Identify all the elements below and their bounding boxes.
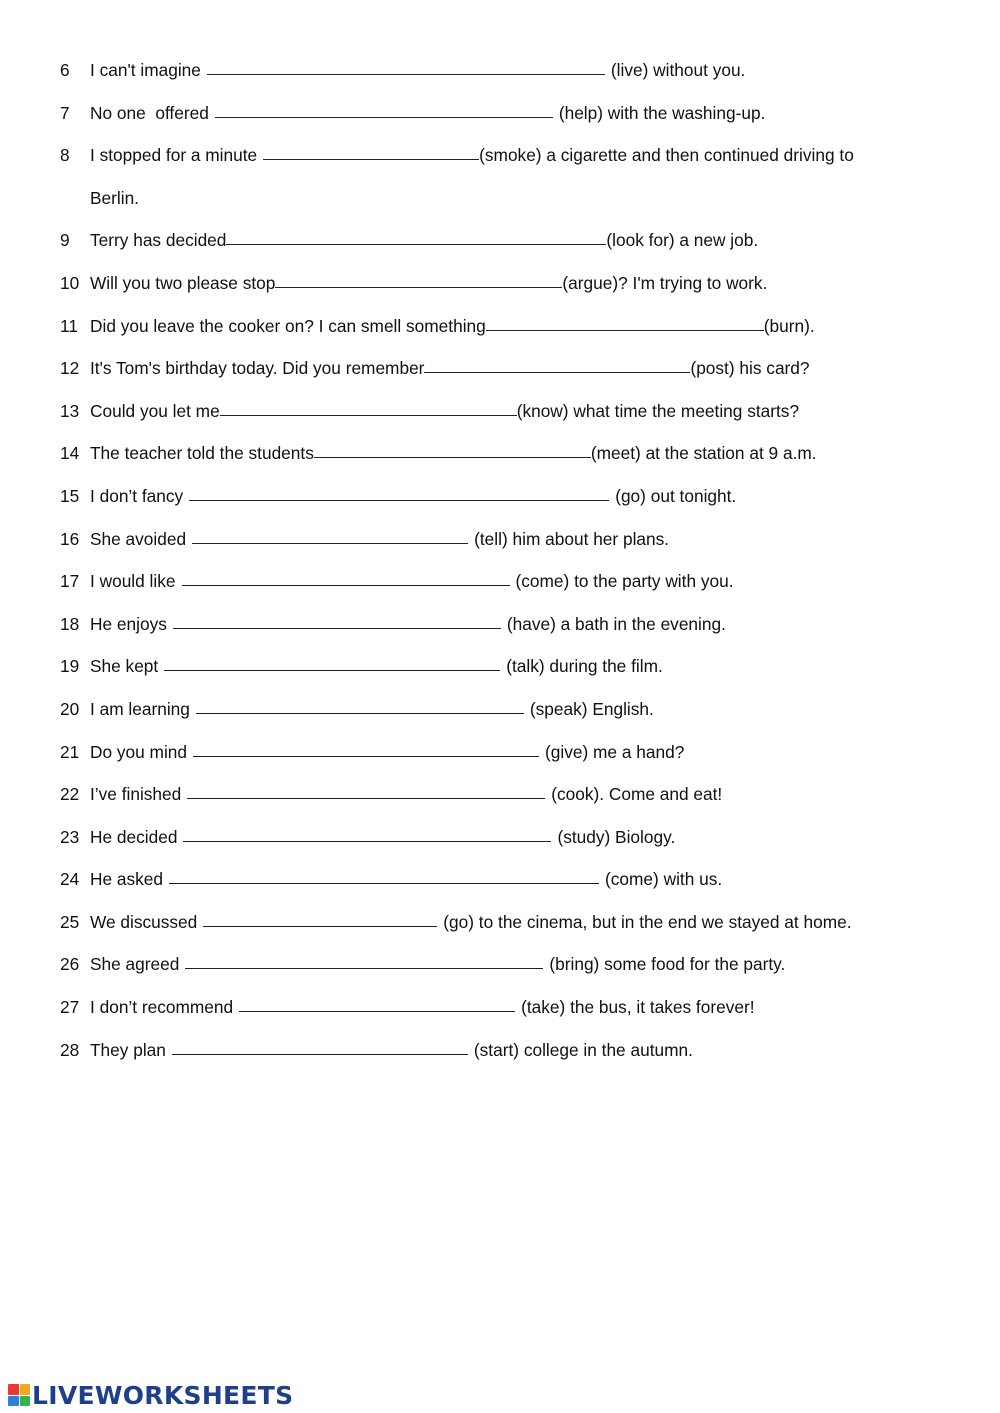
question-prompt: No one offered: [90, 102, 209, 123]
question-number: 13: [60, 400, 80, 421]
question-verb-hint: (live) without you.: [610, 60, 746, 80]
answer-blank[interactable]: [189, 499, 609, 501]
question-number: 10: [60, 272, 80, 293]
answer-blank[interactable]: [215, 116, 553, 118]
answer-blank[interactable]: [314, 456, 591, 458]
question-21: [60, 731, 940, 774]
answer-blank[interactable]: [203, 925, 437, 927]
question-number: 18: [60, 613, 80, 634]
question-prompt: I would like: [90, 571, 176, 592]
question-number: 27: [60, 997, 80, 1018]
question-verb-hint: (study) Biology.: [557, 826, 676, 847]
question-verb-hint: (meet) at the station at 9 a.m.: [590, 443, 817, 464]
answer-blank[interactable]: [486, 329, 764, 331]
question-verb-hint: (go) out tonight.: [615, 485, 737, 506]
question-number: 14: [60, 443, 80, 464]
question-18: [60, 603, 940, 646]
logo-square-green: [20, 1396, 31, 1407]
question-7: [60, 92, 940, 135]
question-verb-hint: (talk) during the film.: [506, 656, 663, 677]
liveworksheets-logo: [8, 1381, 293, 1409]
question-continuation: Berlin.: [90, 187, 139, 208]
question-prompt: I don’t recommend: [90, 997, 234, 1018]
logo-square-orange: [20, 1384, 31, 1395]
question-verb-hint: (look for) a new job.: [606, 230, 759, 251]
question-number: 17: [60, 571, 80, 592]
question-prompt: I can't imagine: [90, 60, 201, 80]
question-number: 26: [60, 954, 80, 975]
question-prompt: He enjoys: [90, 613, 167, 634]
question-verb-hint: (argue)? I'm trying to work.: [562, 272, 768, 293]
question-number: 16: [60, 528, 80, 549]
question-number: 9: [60, 230, 70, 251]
question-prompt: Terry has decided: [90, 230, 227, 251]
question-number: 22: [60, 784, 80, 805]
logo-square-red: [8, 1384, 19, 1395]
question-verb-hint: (tell) him about her plans.: [474, 528, 670, 549]
question-number: 6: [60, 60, 70, 80]
question-13: [60, 390, 940, 433]
question-number: 11: [60, 315, 78, 336]
answer-blank[interactable]: [263, 158, 479, 160]
question-9: [60, 219, 940, 262]
answer-blank[interactable]: [226, 243, 606, 245]
question-8: [60, 134, 940, 177]
question-25: [60, 901, 940, 944]
question-16: [60, 518, 940, 561]
question-prompt: Could you let me: [90, 400, 220, 421]
question-prompt: It's Tom's birthday today. Did you remember: [90, 358, 425, 379]
question-22: [60, 773, 940, 816]
question-27: [60, 986, 940, 1029]
question-verb-hint: (know) what time the meeting starts?: [516, 400, 800, 421]
question-12: [60, 347, 940, 390]
question-number: 21: [60, 741, 80, 762]
answer-blank[interactable]: [185, 967, 543, 969]
answer-blank[interactable]: [169, 882, 599, 884]
question-11: [60, 305, 940, 348]
question-number: 8: [60, 145, 70, 166]
answer-blank[interactable]: [275, 286, 562, 288]
answer-blank[interactable]: [239, 1010, 515, 1012]
question-verb-hint: (bring) some food for the party.: [549, 954, 786, 975]
question-verb-hint: (go) to the cinema, but in the end we stayed at home.: [443, 911, 852, 932]
question-number: 20: [60, 698, 80, 719]
question-number: 25: [60, 911, 80, 932]
answer-blank[interactable]: [183, 840, 551, 842]
answer-blank[interactable]: [173, 627, 501, 629]
question-number: 24: [60, 869, 80, 890]
question-number: 7: [60, 102, 70, 123]
answer-blank[interactable]: [187, 797, 545, 799]
answer-blank[interactable]: [207, 73, 605, 75]
question-prompt: Did you leave the cooker on? I can smell something: [90, 315, 486, 336]
question-prompt: I am learning: [90, 698, 190, 719]
answer-blank[interactable]: [164, 669, 500, 671]
question-verb-hint: (take) the bus, it takes forever!: [521, 997, 755, 1018]
question-14: [60, 432, 940, 475]
question-6: [60, 49, 940, 92]
question-verb-hint: (come) to the party with you.: [515, 571, 734, 592]
logo-grid-icon: [8, 1384, 30, 1406]
question-prompt: They plan: [90, 1039, 166, 1060]
answer-blank[interactable]: [192, 542, 468, 544]
question-15: [60, 475, 940, 518]
question-verb-hint: (come) with us.: [605, 869, 723, 890]
question-verb-hint: (speak) English.: [529, 698, 654, 719]
answer-blank[interactable]: [193, 755, 539, 757]
answer-blank[interactable]: [196, 712, 524, 714]
question-list: [60, 49, 940, 1071]
question-verb-hint: (help) with the washing-up.: [558, 102, 766, 123]
question-prompt: We discussed: [90, 911, 198, 932]
question-prompt: The teacher told the students: [90, 443, 314, 464]
answer-blank[interactable]: [182, 584, 510, 586]
answer-blank[interactable]: [424, 371, 690, 373]
logo-square-blue: [8, 1396, 19, 1407]
question-verb-hint: (burn).: [763, 315, 815, 336]
question-prompt: I stopped for a minute: [90, 145, 258, 166]
question-prompt: I don’t fancy: [90, 485, 184, 506]
question-verb-hint: (start) college in the autumn.: [473, 1039, 693, 1060]
question-23: [60, 816, 940, 859]
question-verb-hint: (cook). Come and eat!: [551, 784, 723, 805]
question-number: 15: [60, 485, 80, 506]
question-24: [60, 858, 940, 901]
question-28: [60, 1029, 940, 1072]
logo-text: LIVEWORKSHEETS: [32, 1380, 294, 1410]
question-number: 28: [60, 1039, 80, 1060]
question-verb-hint: (post) his card?: [690, 358, 810, 379]
question-19: [60, 645, 940, 688]
question-prompt: Do you mind: [90, 741, 188, 762]
question-verb-hint: (smoke) a cigarette and then continued driving to: [479, 145, 854, 166]
question-prompt: He decided: [90, 826, 178, 847]
question-prompt: She avoided: [90, 528, 187, 549]
question-prompt: She kept: [90, 656, 159, 677]
question-10: [60, 262, 940, 305]
answer-blank[interactable]: [220, 414, 517, 416]
question-number: 23: [60, 826, 80, 847]
question-17: [60, 560, 940, 603]
question-26: [60, 943, 940, 986]
question-verb-hint: (give) me a hand?: [545, 741, 685, 762]
question-20: [60, 688, 940, 731]
answer-blank[interactable]: [172, 1053, 468, 1055]
question-number: 12: [60, 358, 80, 379]
question-prompt: I’ve finished: [90, 784, 182, 805]
question-prompt: He asked: [90, 869, 164, 890]
question-8-continuation: [60, 177, 940, 220]
question-prompt: Will you two please stop: [90, 272, 276, 293]
question-verb-hint: (have) a bath in the evening.: [506, 613, 726, 634]
question-number: 19: [60, 656, 80, 677]
question-prompt: She agreed: [90, 954, 180, 975]
